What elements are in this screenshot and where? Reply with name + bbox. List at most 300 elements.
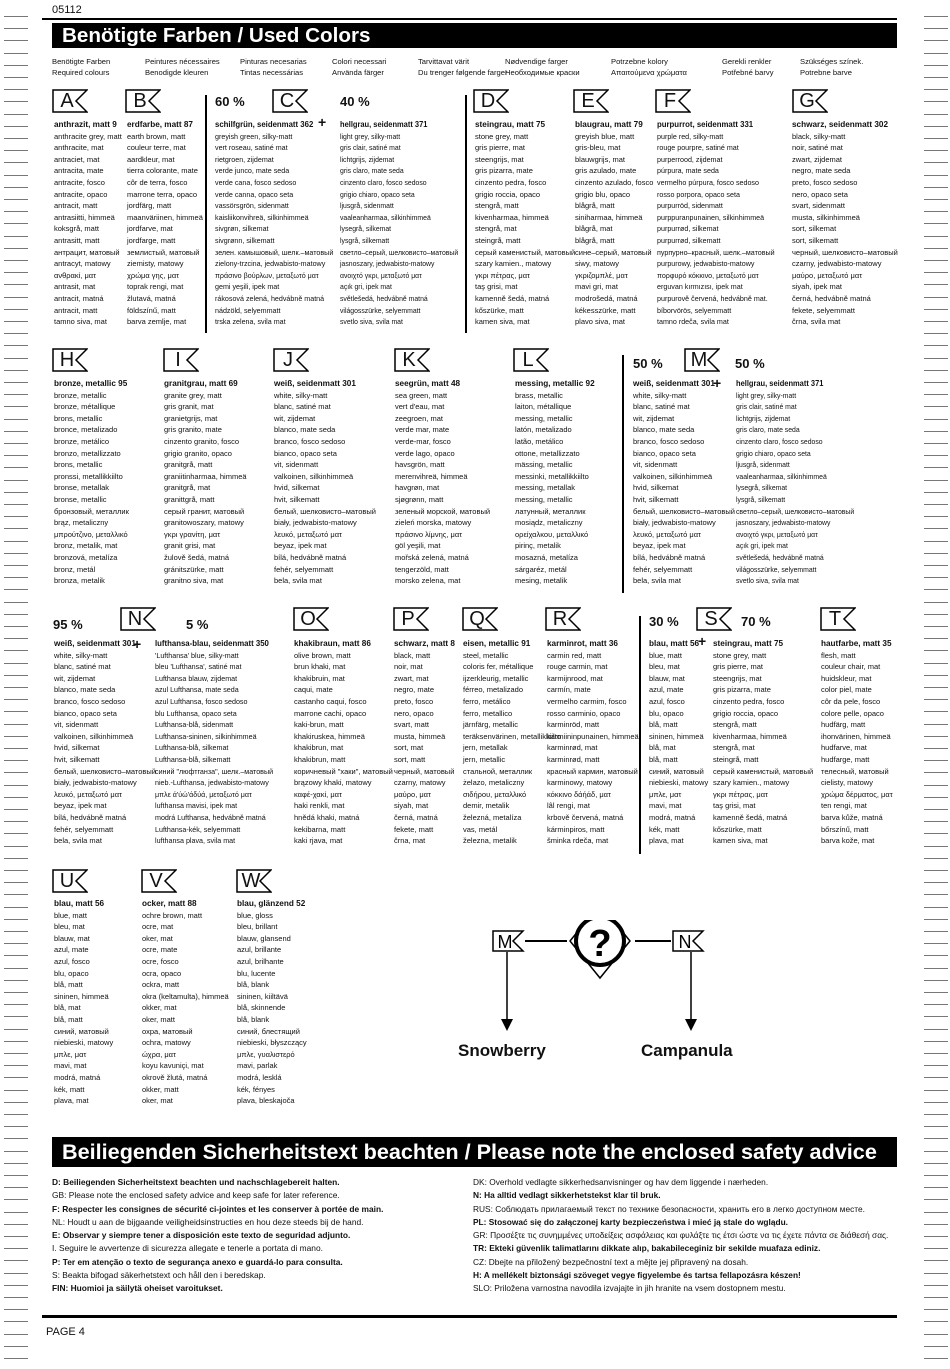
- color-translation: bronze, metálico: [54, 436, 110, 446]
- color-entry-m2: [736, 378, 865, 587]
- color-translation: svetlo siva, svila mat: [340, 317, 403, 327]
- mix-percent-c1: 60 %: [215, 94, 245, 109]
- color-entry-s1: [649, 638, 708, 847]
- color-translation: plava, mat: [54, 1096, 89, 1106]
- color-name: bronze, metallic 95: [54, 379, 128, 388]
- page-number: PAGE 4: [46, 1326, 85, 1338]
- mix-percent-c2: 40 %: [340, 94, 370, 109]
- color-translation: antracit, matná: [54, 293, 104, 303]
- color-translation: taş grisi, mat: [475, 282, 518, 292]
- color-translation: kék, matt: [649, 824, 680, 834]
- color-flag-k: K: [394, 348, 430, 372]
- color-translation: brun khaki, mat: [294, 662, 346, 672]
- color-translation: vaaleanharmaa, silkinhimmeä: [340, 212, 431, 222]
- color-translation: ανοιχτό γκρι, μεταξωτό ματ: [736, 529, 818, 539]
- color-translation: gris pierre, mat: [475, 143, 526, 153]
- color-translation: сине–серый, матовый: [575, 247, 652, 257]
- color-translation: vassörsgrön, sidenmatt: [215, 201, 289, 211]
- color-translation: sea green, matt: [395, 390, 448, 400]
- color-translation: белый, шелковисто–матовый: [54, 766, 156, 776]
- color-translation: fehér, selyemmatt: [633, 564, 693, 574]
- color-translation: blå, matt: [649, 754, 678, 764]
- color-translation: blå, blank: [237, 980, 270, 990]
- color-translation: messing, metallic: [515, 413, 573, 423]
- color-translation: черный, матовый: [394, 766, 455, 776]
- color-entry-s2: [713, 638, 813, 847]
- color-translation: ορείχαλκου, μεταλλικό: [515, 529, 589, 539]
- color-translation: antrasitt, matt: [54, 235, 100, 245]
- color-translation: lysgrå, silkematt: [736, 494, 786, 504]
- color-translation: beyaz, ipek mat: [274, 541, 327, 551]
- color-translation: purpurrød, silkematt: [657, 235, 721, 245]
- color-translation: καφέ-χακί, ματ: [294, 789, 342, 799]
- color-translation: hvit, silkematt: [54, 754, 100, 764]
- color-translation: valkoinen, silkinhimmeä: [274, 471, 354, 481]
- color-translation: antracite, fosco: [54, 177, 105, 187]
- mix-right-flag: [673, 931, 703, 952]
- color-translation: vit, sidenmatt: [54, 720, 99, 730]
- color-translation: musta, silkinhimmeä: [792, 212, 860, 222]
- color-translation: siyah, ipek mat: [792, 282, 843, 292]
- color-translation: karminrød, mat: [547, 743, 598, 753]
- color-translation: verde mar, mate: [395, 425, 450, 435]
- color-translation: antracit, matt: [54, 305, 98, 315]
- color-name: weiß, seidenmatt 301: [633, 379, 715, 388]
- color-flag-n: N: [120, 607, 156, 631]
- color-translation: stengrå, mat: [713, 743, 755, 753]
- color-translation: niebieski, błyszczący: [237, 1038, 307, 1048]
- color-translation: blanc, satiné mat: [274, 402, 331, 412]
- color-translation: branco, fosco sedoso: [54, 696, 126, 706]
- color-translation: okker, mat: [142, 1003, 177, 1013]
- color-name: anthrazit, matt 9: [54, 120, 117, 129]
- color-translation: barva kože, mat: [821, 836, 875, 846]
- color-translation: ziemisty, matowy: [127, 259, 184, 269]
- color-translation: lufthansa mavisi, ipek mat: [155, 801, 238, 811]
- mix-percent-s1: 30 %: [649, 614, 679, 629]
- color-translation: bela, svila mat: [54, 836, 102, 846]
- color-translation: göl yeşili, mat: [395, 541, 441, 551]
- color-translation: bronza, metalik: [54, 576, 105, 586]
- color-translation: cinzento azulado, fosco: [575, 177, 654, 187]
- safety-line: GR: Προσέξτε τις συνημμένες υποδείξεις ασφάλειας και φυλάξτε τις έτσι ώστε να τις έχετε πάντα σε διάθεσή σας.: [473, 1230, 889, 1241]
- color-translation: cinzento claro, fosco sedoso: [736, 436, 823, 446]
- color-flag-c: C: [272, 89, 308, 113]
- color-flag-f: F: [655, 89, 691, 113]
- plus-sign: +: [133, 636, 142, 652]
- color-translation: oker, matt: [142, 1014, 175, 1024]
- color-translation: zieleń morska, matowy: [395, 518, 472, 528]
- color-translation: železná, metalíza: [463, 812, 522, 822]
- color-translation: γκρι γρανίτη, ματ: [164, 529, 221, 539]
- color-translation: белый, шелковисто–матовый: [633, 506, 735, 516]
- color-entry-n1: [54, 638, 156, 847]
- color-translation: biały, jedwabisto-matowy: [274, 518, 357, 528]
- color-translation: huidskleur, mat: [821, 673, 872, 683]
- color-translation: πράσινο λίμνης, ματ: [395, 529, 463, 539]
- color-translation: stone grey, matt: [475, 131, 529, 141]
- color-translation: gránitszürke, matt: [164, 564, 224, 574]
- color-translation: bela, svila mat: [274, 576, 322, 586]
- color-translation: bronz, metál: [54, 564, 96, 574]
- color-translation: kamen siva, mat: [475, 317, 530, 327]
- color-translation: carmín, mate: [547, 685, 591, 695]
- color-flag-r: R: [545, 607, 581, 631]
- color-translation: sininen, kiiltävä: [237, 991, 288, 1001]
- safety-line: I. Seguire le avvertenze di sicurezza allegate e tenerle a portata di mano.: [52, 1243, 323, 1254]
- color-name: blaugrau, matt 79: [575, 120, 643, 129]
- color-translation: anthracite, mat: [54, 143, 104, 153]
- color-translation: grigio blu, opaco: [575, 189, 631, 199]
- group-separator: [622, 355, 624, 593]
- color-translation: svetlo siva, svila mat: [736, 576, 799, 586]
- color-translation: πορφυρό κόκκινο, μεταξωτό ματ: [657, 270, 759, 280]
- color-translation: messinki, metallikkiilto: [515, 471, 589, 481]
- color-translation: bronze, metallic: [54, 390, 107, 400]
- color-translation: wit, zijdemat: [274, 413, 316, 423]
- color-translation: vert d'eau, mat: [395, 402, 445, 412]
- color-translation: bílá, hedvábně matná: [54, 812, 127, 822]
- color-translation: телесный, матовый: [821, 766, 889, 776]
- color-translation: μπλε ά'ύώ'άδύά, μεταξωτό ματ: [155, 789, 252, 799]
- svg-text:N: N: [678, 932, 692, 952]
- color-translation: gris pizarra, mate: [713, 685, 771, 695]
- color-translation: blauw, glansend: [237, 933, 291, 943]
- mix-percent-s2: 70 %: [741, 614, 771, 629]
- color-translation: mavi, mat: [54, 1061, 87, 1071]
- safety-line: F: Respecter les consignes de sécurité ci-jointes et les conserver à portée de main.: [52, 1203, 384, 1214]
- color-translation: mavi, mat: [649, 801, 682, 811]
- color-translation: ανοιχτό γκρι, μεταξωτό ματ: [340, 270, 422, 280]
- color-flag-p: P: [393, 607, 429, 631]
- color-name: hellgrau, seidenmatt 371: [340, 120, 428, 129]
- color-translation: κόκκινο δάήάδ, ματ: [547, 789, 611, 799]
- color-entry-o: [294, 638, 393, 847]
- color-translation: vert roseau, satiné mat: [215, 143, 288, 153]
- color-translation: zwart, mat: [394, 673, 429, 683]
- color-flag-q: Q: [462, 607, 498, 631]
- color-flag-i: I: [163, 348, 199, 372]
- color-translation: karmijnrood, mat: [547, 673, 603, 683]
- svg-text:?: ?: [588, 923, 612, 965]
- color-translation: Lufthansa-blå, silkemat: [155, 743, 229, 753]
- color-translation: modrá Lufthansa, hedvábně matná: [155, 812, 266, 822]
- color-translation: kaisliikonvihreä, silkinhimmeä: [215, 212, 309, 222]
- color-translation: black, matt: [394, 650, 431, 660]
- color-translation: серый гранит, матовый: [164, 506, 245, 516]
- color-translation: toprak rengi, mat: [127, 282, 184, 292]
- safety-line: N: Ha alltid vedlagt sikkerhetstekst klar til bruk.: [473, 1190, 661, 1201]
- color-translation: antracite, opaco: [54, 189, 108, 199]
- color-translation: μαύρο, ματ: [394, 789, 431, 799]
- color-translation: vaaleanharmaa, silkinhimmeä: [736, 471, 827, 481]
- color-translation: antracit, matt: [54, 201, 98, 211]
- safety-line: TR: Ekteki güvenlik talimatlarını dikkate alıp, bakabileceginiz bir sekilde muafaza ediniz.: [473, 1243, 821, 1254]
- color-name: blau, matt 56: [649, 639, 700, 648]
- color-translation: пурпурно–красный, шелк.–матовый: [657, 247, 775, 257]
- color-entry-r: [547, 638, 639, 847]
- color-translation: siniharmaa, himmeä: [575, 212, 643, 222]
- color-translation: синий, блестящий: [237, 1026, 300, 1036]
- color-translation: sort, silkematt: [792, 235, 839, 245]
- color-translation: grigio roccia, opaco: [475, 189, 541, 199]
- safety-line: GB: Please note the enclosed safety advice and keep safe for later reference.: [52, 1190, 340, 1201]
- color-name: steingrau, matt 75: [713, 639, 784, 648]
- color-translation: azul, fosco: [649, 696, 685, 706]
- color-translation: bleu 'Lufthansa', satiné mat: [155, 662, 242, 672]
- color-translation: blue, gloss: [237, 910, 273, 920]
- color-flag-d: D: [473, 89, 509, 113]
- color-translation: rouge carmin, mat: [547, 662, 608, 672]
- color-translation: biały, jedwabisto-matowy: [633, 518, 716, 528]
- color-translation: Lufthansa-blå, sidenmatt: [155, 720, 234, 730]
- color-entry-v: [142, 898, 229, 1107]
- safety-line: NL: Houdt u aan de bijgaande veiligheidsinstructies en hou deze steeds bij de hand.: [52, 1216, 364, 1227]
- color-translation: kékesszürke, matt: [575, 305, 636, 315]
- color-translation: gris clair, satiné mat: [736, 402, 797, 412]
- color-translation: khakiruskea, himmeä: [294, 731, 365, 741]
- color-translation: teräksenvärinen, metallikkiilto: [463, 731, 561, 741]
- color-translation: svart, matt: [394, 720, 430, 730]
- color-translation: czarny, matowy: [394, 778, 446, 788]
- color-translation: havgrøn, mat: [395, 483, 440, 493]
- color-translation: lufthansa plava, svila mat: [155, 836, 236, 846]
- color-translation: μπλε, γυαλιστερό: [237, 1049, 295, 1059]
- color-translation: black, silky-matt: [792, 131, 846, 141]
- color-translation: kamenně šedá, matná: [713, 812, 788, 822]
- language-heading: Benötigte Farben Required colours: [52, 57, 111, 77]
- color-translation: blauw, mat: [54, 933, 90, 943]
- color-translation: ljusgrå, sidenmatt: [736, 460, 790, 470]
- color-translation: żelazo, metaliczny: [463, 778, 525, 788]
- mix-left-name: Snowberry: [458, 1041, 546, 1060]
- color-entry-c1: [215, 119, 339, 328]
- group-separator: [205, 95, 207, 333]
- color-translation: sininen, himmeä: [54, 991, 109, 1001]
- color-translation: lichtgrijs, zijdemat: [340, 154, 395, 164]
- color-translation: brązowy khaki, matowy: [294, 778, 372, 788]
- color-translation: синий, матовый: [54, 1026, 109, 1036]
- color-translation: rákosová zelená, hedvábně matná: [215, 293, 325, 303]
- colors-title-bar: Benötigte Farben / Used Colors: [52, 23, 897, 48]
- color-translation: črna, mat: [394, 836, 426, 846]
- color-translation: azul, mate: [54, 945, 89, 955]
- color-translation: okrově žlutá, matná: [142, 1072, 208, 1082]
- color-translation: kőszürke, matt: [475, 305, 524, 315]
- color-translation: sjøgrønn, matt: [395, 494, 444, 504]
- color-translation: blanco, mate seda: [633, 425, 695, 435]
- color-translation: szary kamien., matowy: [713, 778, 790, 788]
- color-translation: beyaz, ipek mat: [633, 541, 686, 551]
- color-translation: gris claro, mate seda: [340, 166, 404, 176]
- color-translation: granitgrå, mat: [164, 483, 211, 493]
- color-translation: bronze, métallique: [54, 402, 116, 412]
- color-translation: латунный, металлик: [515, 506, 586, 516]
- color-name: steingrau, matt 75: [475, 120, 546, 129]
- color-translation: blågrå, matt: [575, 235, 615, 245]
- color-translation: γκρι πέτρας, ματ: [713, 789, 769, 799]
- color-translation: verde-mar, fosco: [395, 436, 451, 446]
- color-entry-e: [575, 119, 653, 328]
- color-translation: purperrood, zijdemat: [657, 154, 723, 164]
- color-translation: sárgaréz, metál: [515, 564, 567, 574]
- color-translation: zwart, zijdemat: [792, 154, 843, 164]
- safety-line: H: A mellékelt biztonsági szöveget vegye figyelembe és tartsa fellapozásra készen!: [473, 1270, 801, 1281]
- color-translation: Lufthansa-sininen, silkinhimmeä: [155, 731, 257, 741]
- color-translation: greyish blue, matt: [575, 131, 635, 141]
- color-translation: ανθρακί, ματ: [54, 270, 97, 280]
- color-entry-c2: [340, 119, 469, 328]
- color-translation: siwy, matowy: [575, 259, 620, 269]
- color-name: eisen, metallic 91: [463, 639, 531, 648]
- color-translation: krbově červená, matná: [547, 812, 624, 822]
- color-entry-b: [127, 119, 203, 328]
- color-translation: sivgrøn, silkemat: [215, 224, 269, 234]
- color-translation: cinzento granito, fosco: [164, 436, 240, 446]
- color-translation: caqui, mate: [294, 685, 333, 695]
- color-translation: bílá, hedvábně matná: [274, 552, 347, 562]
- mix-percent-m1: 50 %: [633, 356, 663, 371]
- color-translation: marrone terra, opaco: [127, 189, 198, 199]
- color-translation: steel, metallic: [463, 650, 509, 660]
- color-translation: bronse, metallak: [54, 483, 110, 493]
- color-flag-a: A: [52, 89, 88, 113]
- color-translation: greyish green, silky-matt: [215, 131, 293, 141]
- color-translation: white, silky-matt: [274, 390, 328, 400]
- color-translation: azul Lufthansa, fosco sedoso: [155, 696, 248, 706]
- color-translation: maanväriinen, himmeä: [127, 212, 203, 222]
- color-translation: lysgrå, silkematt: [340, 235, 390, 245]
- color-translation: fehér, selyemmatt: [274, 564, 334, 574]
- color-translation: light grey, silky-matt: [340, 131, 401, 141]
- color-flag-v: V: [141, 869, 177, 893]
- color-translation: color piel, mate: [821, 685, 872, 695]
- mix-percent-n2: 5 %: [186, 617, 209, 632]
- color-translation: bianco, opaco seta: [633, 448, 696, 458]
- color-translation: cinzento pedra, fosco: [475, 177, 547, 187]
- top-rule: [42, 18, 897, 20]
- color-translation: plava, mat: [649, 836, 684, 846]
- color-translation: světlešedá, hedvábně matná: [340, 293, 428, 303]
- color-translation: trska zelena, svila mat: [215, 317, 286, 327]
- color-translation: wit, zijdemat: [633, 413, 675, 423]
- color-translation: jern, metallic: [463, 754, 506, 764]
- color-translation: ocre, mat: [142, 922, 174, 932]
- color-translation: white, silky-matt: [54, 650, 108, 660]
- color-name: blau, matt 56: [54, 899, 105, 908]
- color-translation: ottone, metallizzato: [515, 448, 580, 458]
- color-name: granitgrau, matt 69: [164, 379, 238, 388]
- color-translation: purpurowy, jedwabisto-matowy: [657, 259, 755, 269]
- color-name: messing, metallic 92: [515, 379, 595, 388]
- color-translation: gris pierre, mat: [713, 662, 764, 672]
- mix-percent-m2: 50 %: [735, 356, 765, 371]
- color-translation: antrasit, mat: [54, 282, 96, 292]
- color-translation: lichtgrijs, zijdemat: [736, 413, 791, 423]
- color-entry-t: [821, 638, 893, 847]
- color-name: erdfarbe, matt 87: [127, 120, 193, 129]
- color-translation: brass, metallic: [515, 390, 563, 400]
- safety-line: D: Beiliegenden Sicherheitstext beachten und nachschlagebereit halten.: [52, 1177, 340, 1187]
- color-translation: bronzová, metalíza: [54, 552, 118, 562]
- color-translation: noir, mat: [394, 662, 423, 672]
- color-translation: pronssi, metallikkiilto: [54, 471, 123, 481]
- color-translation: granitno siva, mat: [164, 576, 224, 586]
- color-translation: branco, fosco sedoso: [274, 436, 346, 446]
- color-translation: μπλε, ματ: [54, 1049, 87, 1059]
- color-translation: gemi yeşili, ipek mat: [215, 282, 280, 292]
- color-translation: verde canna, opaco seta: [215, 189, 294, 199]
- color-translation: fekete, selyemmatt: [792, 305, 855, 315]
- safety-line: CZ: Dbejte na přiložený bezpečnostní text a mějte jej připravený na dosah.: [473, 1256, 749, 1267]
- safety-line: SLO: Priložena varnostna navodila izvajajte in jih hranite na vsem dostopnem mestu.: [473, 1283, 786, 1294]
- color-translation: серый каменистый, матовый: [713, 766, 814, 776]
- color-entry-p: [394, 638, 455, 847]
- color-translation: χρώμα δέρματος, ματ: [821, 789, 893, 799]
- color-translation: khakibrun, mat: [294, 743, 344, 753]
- color-translation: πράσινο βούρλων, μεταξωτό ματ: [215, 270, 319, 280]
- color-translation: messing, metallic: [515, 494, 573, 504]
- color-flag-u: U: [52, 869, 88, 893]
- color-translation: karmiininpunainen, himmeä: [547, 731, 639, 741]
- language-heading: Szükséges színek. Potrebne barve: [800, 57, 864, 77]
- color-translation: kivenharmaa, himmeä: [475, 212, 549, 222]
- color-translation: oker, mat: [142, 1096, 173, 1106]
- color-translation: granit grisi, mat: [164, 541, 216, 551]
- color-translation: erguvan kırmızısı, ipek mat: [657, 282, 743, 292]
- color-translation: антрацит, матовый: [54, 247, 120, 257]
- color-translation: mässing, metallic: [515, 460, 573, 470]
- color-translation: wit, zijdemat: [54, 673, 96, 683]
- color-translation: karminrød, matt: [547, 754, 600, 764]
- safety-line: RUS: Соблюдать прилагаемый текст по технике безопасности, хранить его в легко доступном месте.: [473, 1203, 865, 1214]
- color-translation: mořská zelená, matná: [395, 552, 469, 562]
- color-translation: modrá, matná: [649, 812, 696, 822]
- color-translation: earth brown, matt: [127, 131, 186, 141]
- color-translation: antracyt, matowy: [54, 259, 111, 269]
- color-translation: mosiądz, metaliczny: [515, 518, 583, 528]
- color-translation: messing, metallak: [515, 483, 576, 493]
- color-translation: ocre, mate: [142, 945, 178, 955]
- color-flag-t: T: [820, 607, 856, 631]
- color-translation: havsgrön, matt: [395, 460, 445, 470]
- color-translation: Lufthansa blauw, zijdemat: [155, 673, 238, 683]
- color-translation: purppuranpunainen, silkinhimmeä: [657, 212, 765, 222]
- color-translation: vit, sidenmatt: [274, 460, 319, 470]
- right-margin-ticks: [920, 0, 950, 1369]
- color-translation: Lufthansa-kék, selyemmatt: [155, 824, 241, 834]
- color-flag-s: S: [696, 607, 732, 631]
- color-translation: blanco, mate seda: [274, 425, 336, 435]
- color-translation: 'Lufthansa' blue, silky-matt: [155, 650, 239, 660]
- color-translation: mesing, metalik: [515, 576, 568, 586]
- color-name: schilfgrün, seidenmatt 362: [215, 120, 314, 129]
- color-translation: зелен. камышовый, шелк.–матовый: [215, 247, 334, 257]
- color-translation: λευκό, μεταξωτό ματ: [274, 529, 342, 539]
- color-translation: világosszürke, selyemmatt: [736, 564, 817, 574]
- color-translation: gris claro, mate seda: [736, 425, 800, 435]
- group-separator: [639, 616, 641, 854]
- color-flag-g: G: [792, 89, 828, 113]
- color-translation: couleur chair, mat: [821, 662, 881, 672]
- color-translation: σιδήρου, μεταλλικό: [463, 789, 527, 799]
- color-translation: sininen, himmeä: [649, 731, 704, 741]
- color-translation: blå, blank: [237, 1014, 270, 1024]
- color-translation: niebieski, matowy: [649, 778, 709, 788]
- color-translation: khakibrun, matt: [294, 754, 346, 764]
- color-name: ocker, matt 88: [142, 899, 197, 908]
- color-translation: côr da pele, fosco: [821, 696, 881, 706]
